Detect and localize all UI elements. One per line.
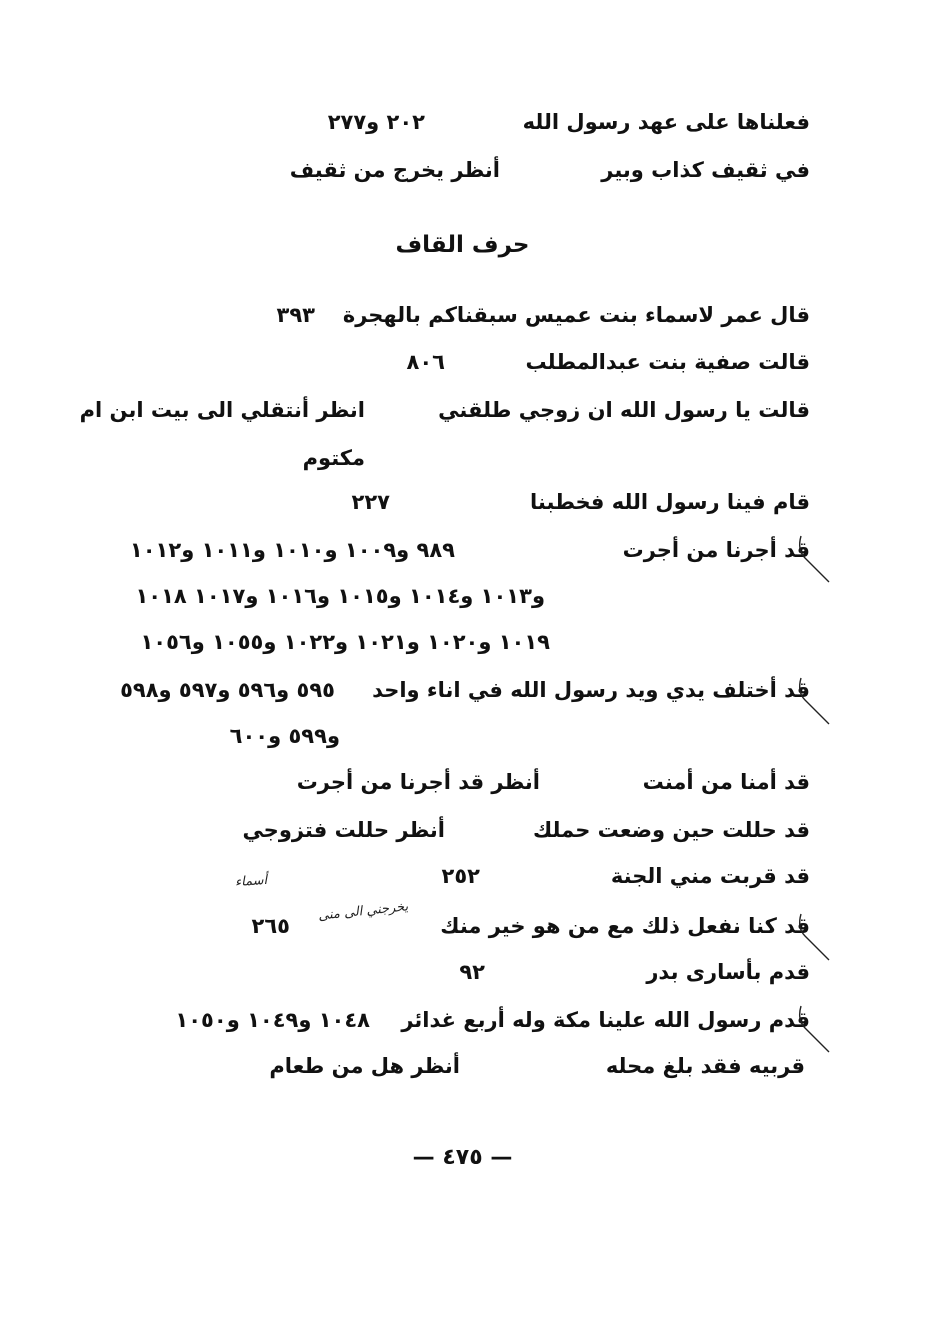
entry-continuation: و٥٩٩ و٦٠٠ bbox=[229, 724, 340, 748]
pen-tick-mark bbox=[795, 908, 835, 968]
dash-right: — bbox=[412, 1145, 435, 1170]
entry-text: قد قربت مني الجنة bbox=[610, 864, 810, 888]
entry-continuation: و١٠١٣ و١٠١٤ و١٠١٥ و١٠١٦ و١٠١٧ ١٠١٨ bbox=[135, 584, 545, 608]
entry-reference: ٢٢٧ bbox=[351, 490, 390, 514]
entry-reference: ٢٦٥ bbox=[251, 914, 290, 938]
entry-reference: أنظر قد أجرنا من أجرت bbox=[296, 770, 540, 794]
entry-reference: ٣٩٣ bbox=[276, 303, 315, 327]
entry-reference: ٥٩٥ و٥٩٦ و٥٩٧ و٥٩٨ bbox=[120, 678, 335, 702]
pen-tick-mark bbox=[795, 1000, 835, 1060]
dash-left: — bbox=[490, 1145, 513, 1170]
entry-reference: ١٠٤٨ و١٠٤٩ و١٠٥٠ bbox=[175, 1008, 370, 1032]
entry-text: قدم رسول الله علينا مكة وله أربع غدائر bbox=[401, 1008, 810, 1032]
page-number bbox=[0, 1145, 925, 1170]
entry-text: فعلناها على عهد رسول الله bbox=[522, 110, 810, 134]
handwritten-note: يخرجني الى منى bbox=[317, 899, 409, 924]
entry-text: قام فينا رسول الله فخطبنا bbox=[530, 490, 810, 514]
entry-reference: أنظر يخرج من ثقيف bbox=[289, 158, 500, 182]
entry-text: قالت صفية بنت عبدالمطلب bbox=[525, 350, 810, 374]
section-heading: حرف القاف bbox=[395, 232, 530, 258]
entry-continuation: مكتوم bbox=[302, 446, 365, 470]
entry-text: قد أختلف يدي ويد رسول الله في اناء واحد bbox=[372, 678, 810, 702]
handwritten-note: أسماء bbox=[234, 872, 268, 891]
entry-text: قالت يا رسول الله ان زوجي طلقني bbox=[438, 398, 810, 422]
entry-text: في ثقيف كذاب وبير bbox=[601, 158, 810, 182]
entry-reference: ٩٨٩ و١٠٠٩ و١٠١٠ و١٠١١ و١٠١٢ bbox=[129, 538, 455, 562]
entry-text: قدم بأسارى بدر bbox=[646, 960, 810, 984]
entry-reference: أنظر هل من طعام bbox=[269, 1054, 460, 1078]
entry-reference: ٩٢ bbox=[459, 960, 485, 984]
entry-text: قد أمنا من أمنت bbox=[642, 770, 810, 794]
entry-text: قد كنا نفعل ذلك مع من هو خير منك bbox=[440, 914, 810, 938]
entry-reference: أنظر حللت فتزوجي bbox=[242, 818, 445, 842]
entry-text: قد أجرنا من أجرت bbox=[622, 538, 810, 562]
pen-tick-mark bbox=[795, 530, 835, 590]
entry-reference: ٢٠٢ و٢٧٧ bbox=[327, 110, 425, 134]
page-number-value: ٤٧٥ bbox=[442, 1145, 483, 1170]
entry-text: قد حللت حين وضعت حملك bbox=[532, 818, 810, 842]
entry-reference: انظر أنتقلي الى بيت ابن ام bbox=[79, 398, 365, 422]
entry-reference: ٢٥٢ bbox=[441, 864, 480, 888]
entry-continuation: ١٠١٩ و١٠٢٠ و١٠٢١ و١٠٢٢ و١٠٥٥ و١٠٥٦ bbox=[140, 630, 550, 654]
entry-reference: ٨٠٦ bbox=[406, 350, 445, 374]
pen-tick-mark bbox=[795, 672, 835, 732]
entry-text: قربيه فقد بلغ محله bbox=[605, 1054, 805, 1078]
entry-text: قال عمر لاسماء بنت عميس سبقناكم بالهجرة bbox=[342, 303, 810, 327]
